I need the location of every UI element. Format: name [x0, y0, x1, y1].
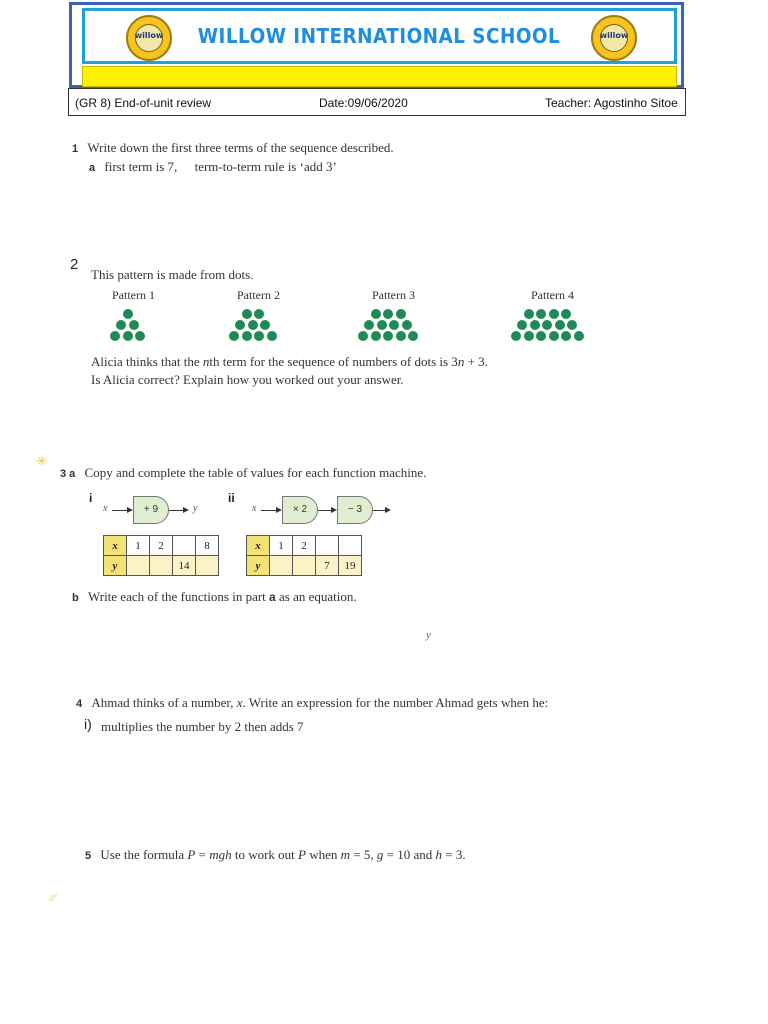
machine-ii-box-1: × 2 — [282, 496, 318, 524]
pattern-dot — [242, 309, 252, 319]
pattern-dot — [542, 320, 552, 330]
pattern-dot — [549, 309, 559, 319]
teacher-label: Teacher: Agostinho Sitoe — [545, 96, 678, 110]
question-1: 1 Write down the first three terms of the sequence described. — [72, 140, 394, 155]
date-label: Date:09/06/2020 — [319, 96, 408, 110]
machine-ii-box-2: − 3 — [337, 496, 373, 524]
pattern-dot — [254, 309, 264, 319]
school-name: WILLOW INTERNATIONAL SCHOOL — [197, 24, 561, 48]
pattern-dot — [364, 320, 374, 330]
info-bar — [68, 88, 686, 116]
arrow-icon — [373, 510, 385, 511]
machine-ii-input: x — [252, 503, 257, 514]
arrowhead-icon — [385, 507, 391, 513]
table-i-x-row: x 1 2 8 — [104, 536, 219, 556]
pattern-dot — [536, 331, 546, 341]
pattern-dot — [371, 331, 381, 341]
header-yellow-band — [82, 66, 677, 87]
arrow-icon — [261, 510, 277, 511]
pattern-dot — [408, 331, 418, 341]
question-4: 4 Ahmad thinks of a number, x. Write an expression for the number Ahmad gets when he: — [76, 695, 549, 710]
pattern-dot — [389, 320, 399, 330]
table-ii-x-row: x 1 2 — [247, 536, 362, 556]
question-2-prompt: Is Alicia correct? Explain how you worked out your answer. — [91, 372, 404, 387]
pattern-1-label: Pattern 1 — [112, 288, 155, 302]
pattern-dot — [248, 320, 258, 330]
pattern-dot — [229, 331, 239, 341]
pattern-dot — [561, 309, 571, 319]
part-i-label: i — [89, 491, 93, 505]
arrowhead-icon — [183, 507, 189, 513]
question-3b: b Write each of the functions in part a as an equation. — [72, 589, 357, 604]
pattern-dot — [371, 309, 381, 319]
pattern-dot — [536, 309, 546, 319]
machine-i-input: x — [103, 503, 108, 514]
pattern-dot — [377, 320, 387, 330]
question-1a: a first term is 7, term-to-term rule is ‘add 3’ — [89, 159, 337, 174]
pattern-dot — [574, 331, 584, 341]
arrow-icon — [318, 510, 332, 511]
pattern-dot — [549, 331, 559, 341]
pattern-dot — [561, 331, 571, 341]
pattern-dot — [116, 320, 126, 330]
question-2-number: 2 — [70, 256, 79, 273]
question-3a: 3 a Copy and complete the table of values for each function machine. — [60, 465, 427, 480]
pattern-dot — [135, 331, 145, 341]
pattern-4-label: Pattern 4 — [531, 288, 574, 302]
pattern-dot — [567, 320, 577, 330]
sparkle-icon: ⁄⁄⁄ — [50, 892, 56, 904]
stray-y-label: y — [426, 629, 431, 641]
question-2-intro: This pattern is made from dots. — [91, 267, 254, 282]
table-ii — [246, 535, 362, 576]
sparkle-icon: ✳ — [36, 455, 48, 470]
pattern-dot — [123, 331, 133, 341]
table-i — [103, 535, 219, 576]
pattern-3-label: Pattern 3 — [372, 288, 415, 302]
grade-label: (GR 8) End-of-unit review — [75, 96, 212, 110]
pattern-dot — [260, 320, 270, 330]
pattern-dot — [110, 331, 120, 341]
machine-i-output: y — [193, 503, 198, 514]
pattern-dot — [267, 331, 277, 341]
pattern-dot — [402, 320, 412, 330]
school-logo-right: willow — [591, 15, 637, 61]
pattern-dot — [383, 331, 393, 341]
pattern-dot — [524, 309, 534, 319]
part-ii-label: ii — [228, 491, 235, 505]
pattern-dot — [123, 309, 133, 319]
pattern-dot — [383, 309, 393, 319]
pattern-dot — [235, 320, 245, 330]
pattern-dot — [242, 331, 252, 341]
pattern-dot — [129, 320, 139, 330]
pattern-dot — [254, 331, 264, 341]
question-4-i-label: i) — [84, 716, 92, 732]
pattern-dot — [511, 331, 521, 341]
question-4-i: multiplies the number by 2 then adds 7 — [101, 719, 304, 734]
table-ii-y-row: y 7 19 — [247, 556, 362, 576]
pattern-dot — [530, 320, 540, 330]
question-5: 5 Use the formula P = mgh to work out P when m = 5, g = 10 and h = 3. — [85, 847, 466, 862]
pattern-dot — [555, 320, 565, 330]
school-logo-left: willow — [126, 15, 172, 61]
pattern-dot — [396, 309, 406, 319]
question-2-claim: Alicia thinks that the nth term for the sequence of numbers of dots is 3n + 3. — [91, 354, 488, 369]
pattern-dot — [358, 331, 368, 341]
pattern-dot — [396, 331, 406, 341]
pattern-dot — [524, 331, 534, 341]
table-i-y-row: y 14 — [104, 556, 219, 576]
pattern-dot — [517, 320, 527, 330]
pattern-2-label: Pattern 2 — [237, 288, 280, 302]
machine-i-box: + 9 — [133, 496, 169, 524]
